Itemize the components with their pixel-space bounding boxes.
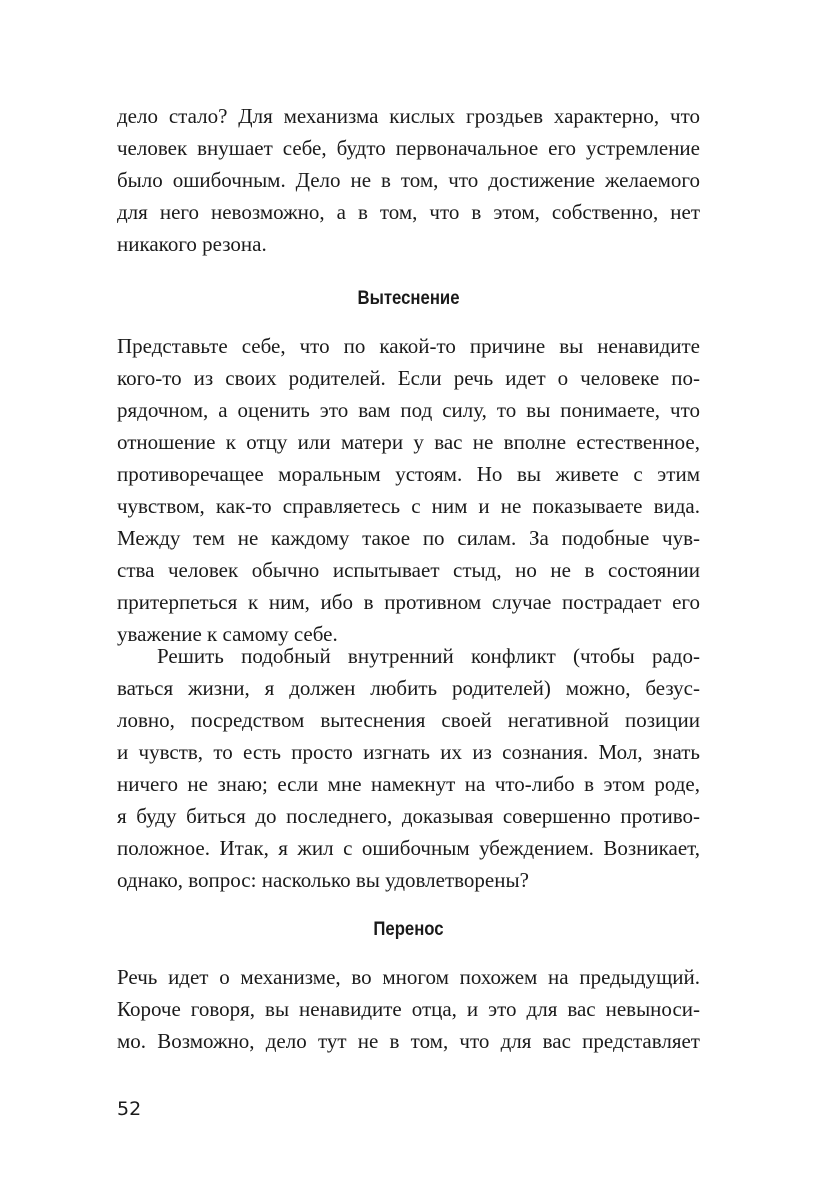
text-line: ваться жизни, я должен любить родителей) можно, безус- (117, 676, 700, 700)
section-heading-repression: Вытеснение (357, 288, 460, 309)
text-line: ничего не знаю; если мне намекнут на что-либо в этом роде, (117, 772, 700, 796)
text-line: рядочном, а оценить это вам под силу, то вы понимаете, что (117, 398, 700, 422)
text-line: кого-то из своих родителей. Если речь идет о человеке по- (117, 366, 700, 390)
transfer-paragraph-1 (117, 961, 700, 1057)
text-line: Представьте себе, что по какой-то причине вы ненавидите (117, 334, 700, 358)
text-line: Между тем не каждому такое по силам. За подобные чув- (117, 526, 700, 550)
section-heading-transfer: Перенос (373, 919, 444, 940)
repression-paragraph-1 (117, 330, 700, 650)
text-line: уважение к самому себе. (117, 622, 338, 646)
repression-paragraph-2 (117, 640, 700, 896)
text-line: однако, вопрос: насколько вы удовлетворены? (117, 868, 529, 892)
text-line: мо. Возможно, дело тут не в том, что для вас представляет (117, 1029, 700, 1053)
text-line: Решить подобный внутренний конфликт (чтобы радо- (157, 644, 700, 668)
text-line: для него невозможно, а в том, что в этом, собственно, нет (117, 200, 700, 224)
text-line: чувством, как-то справляетесь с ним и не показываете вида. (117, 494, 700, 518)
text-line: ства человек обычно испытывает стыд, но не в состоянии (117, 558, 700, 582)
intro-paragraph (117, 100, 700, 260)
text-line: дело стало? Для механизма кислых гроздьев характерно, что (117, 104, 700, 128)
text-line: Речь идет о механизме, во многом похожем на предыдущий. (117, 965, 700, 989)
text-line: ловно, посредством вытеснения своей негативной позиции (117, 708, 700, 732)
text-line: я буду биться до последнего, доказывая совершенно противо- (117, 804, 700, 828)
text-line: никакого резона. (117, 232, 267, 256)
text-line: отношение к отцу или матери у вас не вполне естественное, (117, 430, 700, 454)
text-line: положное. Итак, я жил с ошибочным убеждением. Возникает, (117, 836, 700, 860)
page-number: 52 (117, 1098, 142, 1120)
text-line: притерпеться к ним, ибо в противном случае пострадает его (117, 590, 700, 614)
text-line: Короче говоря, вы ненавидите отца, и это для вас невыноси- (117, 997, 700, 1021)
text-line: и чувств, то есть просто изгнать их из сознания. Мол, знать (117, 740, 700, 764)
text-line: человек внушает себе, будто первоначальное его устремление (117, 136, 700, 160)
text-line: противоречащее моральным устоям. Но вы живете с этим (117, 462, 700, 486)
text-line: было ошибочным. Дело не в том, что достижение желаемого (117, 168, 700, 192)
